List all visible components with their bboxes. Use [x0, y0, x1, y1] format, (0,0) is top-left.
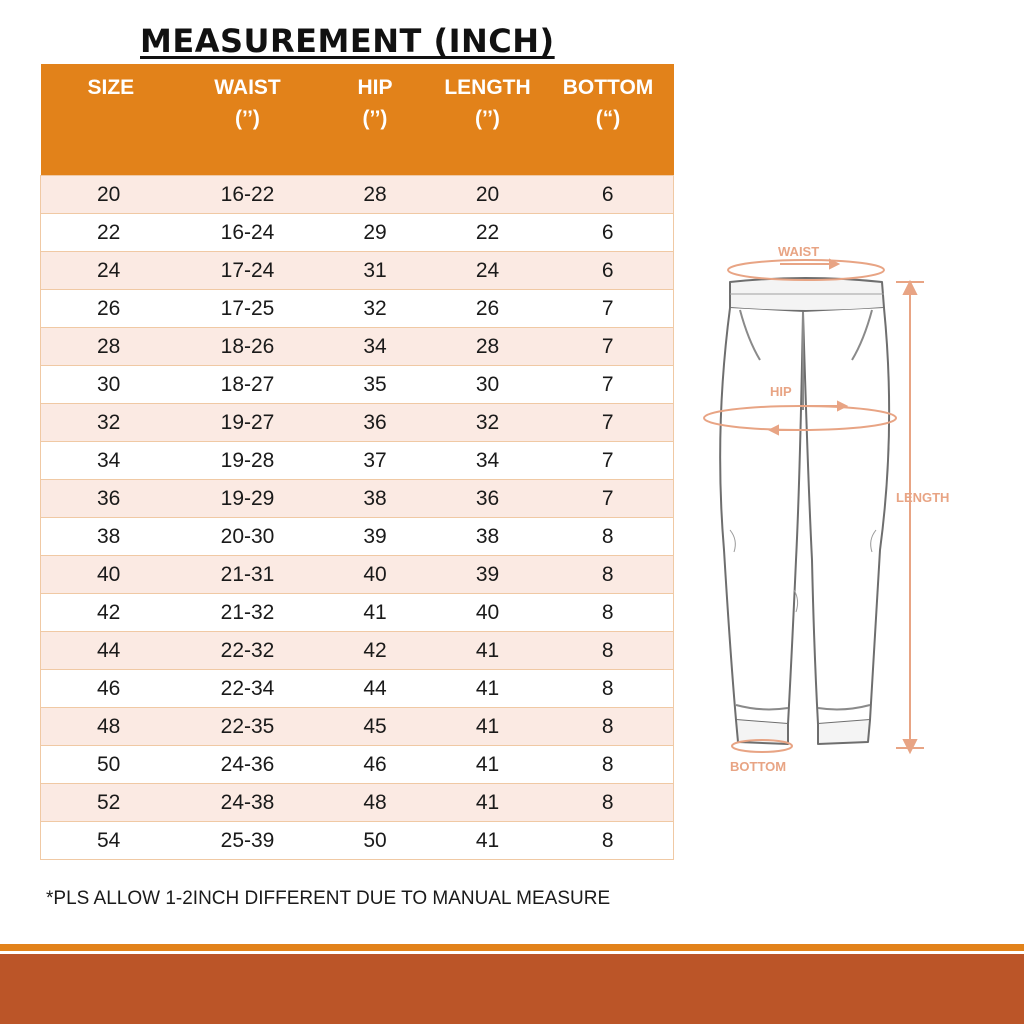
- cell-bottom: 7: [543, 480, 674, 518]
- cell-size: 54: [41, 822, 178, 860]
- cell-waist: 25-39: [178, 822, 318, 860]
- cell-bottom: 7: [543, 366, 674, 404]
- table-row: [41, 518, 674, 556]
- cell-length: 41: [433, 670, 543, 708]
- column-header-bottom: [543, 64, 674, 176]
- cell-size: 22: [41, 214, 178, 252]
- cell-bottom: 8: [543, 708, 674, 746]
- cell-bottom: 6: [543, 214, 674, 252]
- page-title: MEASUREMENT (INCH): [140, 22, 555, 60]
- cell-hip: 32: [318, 290, 433, 328]
- table-header: [41, 64, 674, 176]
- cell-size: 48: [41, 708, 178, 746]
- table-row: [41, 214, 674, 252]
- cell-size: 34: [41, 442, 178, 480]
- cell-size: 24: [41, 252, 178, 290]
- cell-hip: 36: [318, 404, 433, 442]
- diagram-label-bottom: BOTTOM: [730, 759, 787, 774]
- cell-bottom: 7: [543, 404, 674, 442]
- table-row: [41, 328, 674, 366]
- cell-waist: 21-31: [178, 556, 318, 594]
- table-row: [41, 784, 674, 822]
- table-row: [41, 290, 674, 328]
- measurement-table: [40, 64, 674, 860]
- table-row: [41, 556, 674, 594]
- cell-hip: 38: [318, 480, 433, 518]
- cell-waist: 19-27: [178, 404, 318, 442]
- cell-waist: 22-32: [178, 632, 318, 670]
- column-header-unit: (’’): [362, 107, 388, 130]
- pants-outline-icon: [720, 278, 889, 744]
- cell-hip: 34: [318, 328, 433, 366]
- cell-waist: 24-38: [178, 784, 318, 822]
- cell-waist: 16-22: [178, 176, 318, 214]
- column-header-waist: [178, 64, 318, 176]
- diagram-label-length: LENGTH: [896, 490, 950, 505]
- cell-length: 36: [433, 480, 543, 518]
- cell-waist: 16-24: [178, 214, 318, 252]
- cell-waist: 17-24: [178, 252, 318, 290]
- footnote: *PLS ALLOW 1-2INCH DIFFERENT DUE TO MANUAL MEASURE: [46, 888, 611, 909]
- cell-bottom: 8: [543, 822, 674, 860]
- cell-bottom: 7: [543, 328, 674, 366]
- cell-size: 44: [41, 632, 178, 670]
- cell-length: 30: [433, 366, 543, 404]
- cell-hip: 35: [318, 366, 433, 404]
- table-row: [41, 594, 674, 632]
- cell-length: 34: [433, 442, 543, 480]
- table-row: [41, 746, 674, 784]
- cell-waist: 22-35: [178, 708, 318, 746]
- cell-length: 28: [433, 328, 543, 366]
- cell-length: 24: [433, 252, 543, 290]
- column-header-length: [433, 64, 543, 176]
- cell-hip: 42: [318, 632, 433, 670]
- cell-length: 41: [433, 708, 543, 746]
- cell-waist: 22-34: [178, 670, 318, 708]
- cell-hip: 45: [318, 708, 433, 746]
- cell-bottom: 8: [543, 518, 674, 556]
- cell-hip: 37: [318, 442, 433, 480]
- cell-length: 41: [433, 822, 543, 860]
- cell-length: 41: [433, 746, 543, 784]
- cell-size: 26: [41, 290, 178, 328]
- column-header-label: SIZE: [87, 76, 135, 99]
- cell-length: 41: [433, 784, 543, 822]
- table-row: [41, 252, 674, 290]
- table-row: [41, 366, 674, 404]
- column-header-unit: (’’): [235, 107, 260, 130]
- cell-hip: 31: [318, 252, 433, 290]
- table-row: [41, 822, 674, 860]
- cell-size: 20: [41, 176, 178, 214]
- cell-size: 36: [41, 480, 178, 518]
- cell-waist: 19-28: [178, 442, 318, 480]
- column-header-size: [41, 64, 178, 176]
- column-header-label: WAIST: [214, 76, 281, 99]
- column-header-label: LENGTH: [444, 76, 531, 99]
- cell-length: 39: [433, 556, 543, 594]
- cell-length: 38: [433, 518, 543, 556]
- cell-hip: 44: [318, 670, 433, 708]
- cell-waist: 20-30: [178, 518, 318, 556]
- cell-length: 40: [433, 594, 543, 632]
- cell-hip: 28: [318, 176, 433, 214]
- cell-bottom: 6: [543, 176, 674, 214]
- column-header-label: HIP: [357, 76, 393, 99]
- cell-waist: 19-29: [178, 480, 318, 518]
- cell-bottom: 8: [543, 670, 674, 708]
- cell-length: 20: [433, 176, 543, 214]
- cell-length: 22: [433, 214, 543, 252]
- cell-waist: 18-27: [178, 366, 318, 404]
- cell-bottom: 8: [543, 556, 674, 594]
- table-row: [41, 632, 674, 670]
- table-row: [41, 708, 674, 746]
- cell-waist: 24-36: [178, 746, 318, 784]
- cell-hip: 46: [318, 746, 433, 784]
- footer-band: [0, 954, 1024, 1024]
- cell-hip: 40: [318, 556, 433, 594]
- table-body: [41, 176, 674, 860]
- cell-bottom: 8: [543, 594, 674, 632]
- column-header-unit: (’’): [475, 107, 500, 130]
- cell-size: 32: [41, 404, 178, 442]
- cell-bottom: 8: [543, 746, 674, 784]
- cell-hip: 39: [318, 518, 433, 556]
- cell-hip: 50: [318, 822, 433, 860]
- cell-length: 26: [433, 290, 543, 328]
- diagram-label-hip: HIP: [770, 384, 792, 399]
- table-row: [41, 404, 674, 442]
- cell-bottom: 8: [543, 632, 674, 670]
- cell-bottom: 7: [543, 442, 674, 480]
- table-row: [41, 670, 674, 708]
- cell-size: 38: [41, 518, 178, 556]
- cell-bottom: 7: [543, 290, 674, 328]
- cell-bottom: 6: [543, 252, 674, 290]
- table-row: [41, 176, 674, 214]
- footer-accent-stripe: [0, 944, 1024, 951]
- cell-size: 28: [41, 328, 178, 366]
- cell-bottom: 8: [543, 784, 674, 822]
- column-header-label: BOTTOM: [562, 76, 654, 99]
- cell-size: 42: [41, 594, 178, 632]
- cell-hip: 41: [318, 594, 433, 632]
- cell-size: 30: [41, 366, 178, 404]
- cell-size: 46: [41, 670, 178, 708]
- pants-diagram: [690, 230, 990, 790]
- table-row: [41, 442, 674, 480]
- column-header-unit: (“): [595, 107, 621, 130]
- cell-waist: 21-32: [178, 594, 318, 632]
- column-header-hip: [318, 64, 433, 176]
- cell-hip: 48: [318, 784, 433, 822]
- diagram-label-waist: WAIST: [778, 244, 820, 259]
- cell-waist: 18-26: [178, 328, 318, 366]
- cell-length: 32: [433, 404, 543, 442]
- table-row: [41, 480, 674, 518]
- cell-waist: 17-25: [178, 290, 318, 328]
- cell-hip: 29: [318, 214, 433, 252]
- cell-size: 52: [41, 784, 178, 822]
- cell-size: 50: [41, 746, 178, 784]
- cell-length: 41: [433, 632, 543, 670]
- cell-size: 40: [41, 556, 178, 594]
